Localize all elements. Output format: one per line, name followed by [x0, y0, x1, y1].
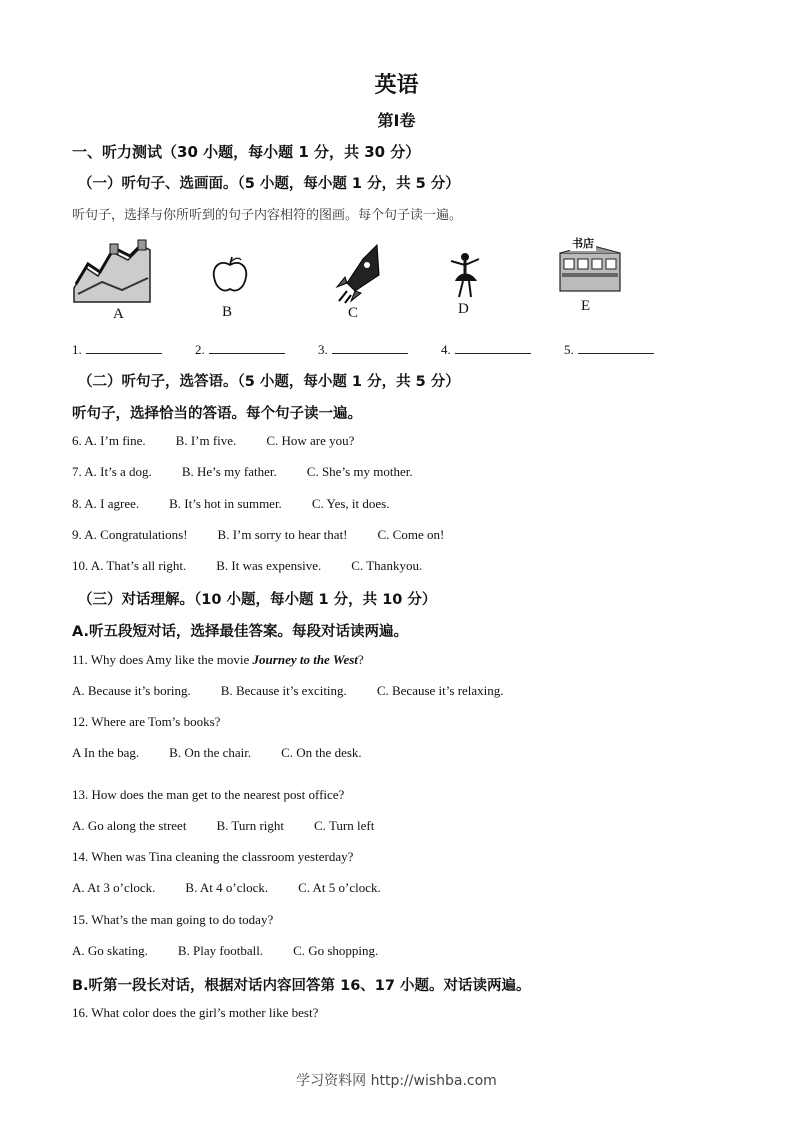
option-11a[interactable]: A. Because it’s boring.: [72, 683, 191, 698]
section3-part-b: B.听第一段长对话，根据对话内容回答第 16、17 小题。对话读两遍。: [72, 978, 531, 994]
apple-icon: [210, 255, 250, 295]
blank-2[interactable]: [209, 341, 285, 354]
picture-label-d: D: [458, 301, 469, 317]
option-13c[interactable]: C. Turn left: [314, 818, 375, 833]
rocket-icon: [333, 243, 383, 305]
option-11b[interactable]: B. Because it’s exciting.: [220, 683, 347, 698]
q11-movie-title: Journey to the West: [252, 652, 358, 667]
question-12-options: [72, 745, 392, 761]
option-12b[interactable]: B. On the chair.: [169, 745, 252, 760]
q11-stem-after: ?: [357, 652, 364, 667]
picture-label-a: A: [113, 306, 124, 322]
part1-heading: 一、听力测试（30 小题，每小题 1 分，共 30 分）: [72, 143, 421, 161]
blank-label-4: 4.: [441, 342, 451, 357]
blank-label-1: 1.: [72, 342, 82, 357]
picture-label-b: B: [222, 304, 233, 320]
option-15a[interactable]: A. Go skating.: [72, 943, 148, 958]
blank-label-3: 3.: [318, 342, 328, 357]
section1-heading: （一）听句子、选画面。（5 小题，每小题 1 分，共 5 分）: [78, 176, 460, 192]
question-15-stem: 15. What’s the man going to do today?: [72, 912, 274, 927]
section1-instruction: 听句子，选择与你所听到的句子内容相符的图画。每个句子读一遍。: [72, 208, 463, 223]
option-6a[interactable]: 6. A. I’m fine.: [72, 433, 146, 448]
blank-4[interactable]: [455, 341, 531, 354]
option-11c[interactable]: C. Because it’s relaxing.: [376, 683, 504, 698]
bookstore-sign: 书店: [572, 237, 594, 250]
question-13-stem: 13. How does the man get to the nearest post office?: [72, 787, 345, 802]
question-6: [72, 433, 384, 449]
option-14c[interactable]: C. At 5 o’clock.: [298, 880, 381, 895]
option-12c[interactable]: C. On the desk.: [281, 745, 362, 760]
option-14a[interactable]: A. At 3 o’clock.: [72, 880, 156, 895]
option-13b[interactable]: B. Turn right: [216, 818, 285, 833]
dancer-icon: [445, 251, 485, 301]
great-wall-icon: [72, 238, 152, 306]
blank-3[interactable]: [332, 341, 408, 354]
option-10a[interactable]: 10. A. That’s all right.: [72, 558, 187, 573]
question-14-stem: 14. When was Tina cleaning the classroom yesterday?: [72, 849, 354, 864]
question-13-options: [72, 818, 404, 834]
question-7: [72, 464, 443, 480]
option-10c[interactable]: C. Thankyou.: [351, 558, 423, 573]
volume-label: 第Ⅰ卷: [377, 111, 416, 130]
question-10: [72, 558, 452, 574]
section2-heading: （二）听句子，选答语。（5 小题，每小题 1 分，共 5 分）: [78, 374, 460, 390]
footer-watermark: 学习资料网 http://wishba.com: [296, 1073, 497, 1089]
option-6b[interactable]: B. I’m five.: [175, 433, 237, 448]
option-7a[interactable]: 7. A. It’s a dog.: [72, 464, 152, 479]
picture-label-e: E: [581, 298, 591, 314]
picture-row: [70, 235, 630, 325]
option-12a[interactable]: A In the bag.: [72, 745, 140, 760]
question-15-options: [72, 943, 408, 959]
question-14-options: [72, 880, 411, 896]
question-11-options: [72, 683, 534, 699]
option-8c[interactable]: C. Yes, it does.: [311, 496, 390, 511]
q11-stem-before: 11. Why does Amy like the movie: [72, 652, 253, 667]
page-title: 英语: [374, 73, 419, 98]
option-7c[interactable]: C. She’s my mother.: [306, 464, 413, 479]
option-9a[interactable]: 9. A. Congratulations!: [72, 527, 188, 542]
option-15c[interactable]: C. Go shopping.: [293, 943, 379, 958]
option-6c[interactable]: C. How are you?: [266, 433, 355, 448]
section3-heading: （三）对话理解。（10 小题，每小题 1 分，共 10 分）: [78, 592, 437, 608]
question-9: [72, 527, 474, 543]
blank-label-2: 2.: [195, 342, 205, 357]
blank-label-5: 5.: [564, 342, 574, 357]
option-8b[interactable]: B. It’s hot in summer.: [169, 496, 282, 511]
section2-instruction: 听句子，选择恰当的答语。每个句子读一遍。: [72, 406, 362, 422]
question-12-stem: 12. Where are Tom’s books?: [72, 714, 221, 729]
blank-5[interactable]: [578, 341, 654, 354]
question-8: [72, 496, 419, 512]
section3-part-a: A.听五段短对话，选择最佳答案。每段对话读两遍。: [72, 624, 408, 640]
question-11-stem: [72, 652, 364, 668]
option-15b[interactable]: B. Play football.: [177, 943, 264, 958]
option-7b[interactable]: B. He’s my father.: [181, 464, 277, 479]
option-8a[interactable]: 8. A. I agree.: [72, 496, 140, 511]
blank-1[interactable]: [86, 341, 162, 354]
question-16-stem: 16. What color does the girl’s mother like best?: [72, 1005, 319, 1020]
option-9c[interactable]: C. Come on!: [377, 527, 445, 542]
answer-blanks-row: [72, 341, 684, 358]
option-9b[interactable]: B. I’m sorry to hear that!: [217, 527, 348, 542]
option-10b[interactable]: B. It was expensive.: [216, 558, 322, 573]
option-13a[interactable]: A. Go along the street: [72, 818, 187, 833]
option-14b[interactable]: B. At 4 o’clock.: [185, 880, 269, 895]
picture-label-c: C: [348, 305, 359, 321]
